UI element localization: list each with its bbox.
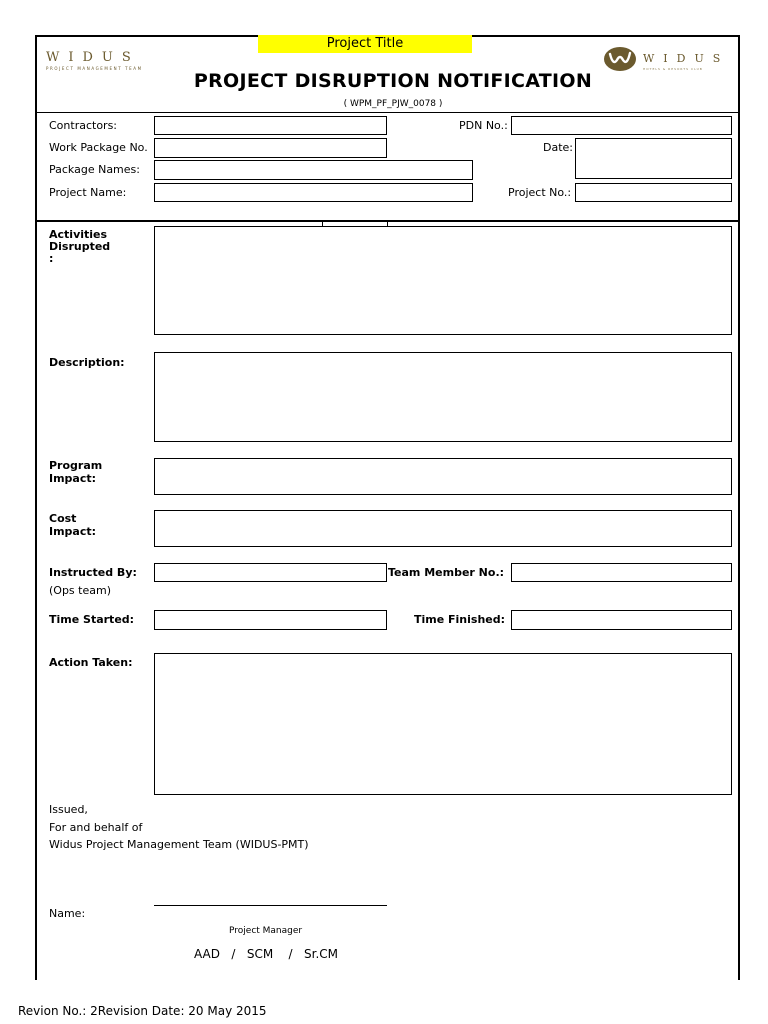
description-field[interactable] bbox=[154, 352, 732, 442]
ops-team-label: (Ops team) bbox=[49, 584, 111, 597]
roles-line: AAD / SCM / Sr.CM bbox=[194, 947, 339, 961]
team-member-no-label: Team Member No.: bbox=[388, 566, 505, 579]
action-taken-label: Action Taken: bbox=[49, 656, 133, 669]
program-impact-label-line1: Program bbox=[49, 459, 103, 472]
date-field[interactable] bbox=[575, 138, 732, 179]
pdn-no-field[interactable] bbox=[511, 116, 732, 135]
team-member-no-field[interactable] bbox=[511, 563, 732, 582]
contractors-label: Contractors: bbox=[49, 119, 118, 132]
name-label: Name: bbox=[49, 907, 86, 920]
time-finished-field[interactable] bbox=[511, 610, 732, 630]
issued-line1: Issued, bbox=[49, 803, 88, 816]
project-no-label: Project No.: bbox=[508, 186, 572, 199]
issued-line3: Widus Project Management Team (WIDUS-PMT) bbox=[49, 838, 309, 851]
description-label: Description: bbox=[49, 356, 125, 369]
logo-right-tagline: HOTELS & RESORTS CLUB bbox=[643, 67, 703, 71]
issued-line2: For and behalf of bbox=[49, 821, 143, 834]
project-title[interactable]: Project Title bbox=[258, 35, 472, 53]
contractors-field[interactable] bbox=[154, 116, 387, 135]
frame-right-border bbox=[738, 35, 740, 980]
package-names-field[interactable] bbox=[154, 160, 473, 180]
work-package-no-field[interactable] bbox=[154, 138, 387, 158]
package-names-label: Package Names: bbox=[49, 163, 140, 176]
instructed-by-label: Instructed By: bbox=[49, 566, 137, 579]
cost-impact-field[interactable] bbox=[154, 510, 732, 547]
logo-right-wordmark: WIDUS bbox=[643, 52, 730, 65]
signature-line[interactable] bbox=[154, 905, 387, 906]
date-label: Date: bbox=[543, 141, 573, 154]
time-started-label: Time Started: bbox=[49, 613, 135, 626]
activities-label-line3: : bbox=[49, 252, 54, 265]
project-manager-label: Project Manager bbox=[229, 926, 303, 936]
revision-footer: Revion No.: 2Revision Date: 20 May 2015 bbox=[18, 1004, 267, 1018]
project-name-field[interactable] bbox=[154, 183, 473, 202]
project-name-label: Project Name: bbox=[49, 186, 127, 199]
header-divider bbox=[35, 112, 740, 113]
program-impact-label-line2: Impact: bbox=[49, 472, 97, 485]
action-taken-field[interactable] bbox=[154, 653, 732, 795]
widus-pmt-logo bbox=[46, 50, 176, 72]
instructed-by-field[interactable] bbox=[154, 563, 387, 582]
pdn-no-label: PDN No.: bbox=[459, 119, 508, 132]
work-package-no-label: Work Package No. bbox=[49, 141, 148, 154]
activities-label-line1: Activities bbox=[49, 228, 108, 241]
time-started-field[interactable] bbox=[154, 610, 387, 630]
w-logo-icon bbox=[603, 46, 637, 72]
activities-disrupted-field[interactable] bbox=[154, 226, 732, 335]
cost-impact-label-line2: Impact: bbox=[49, 525, 97, 538]
document-title: PROJECT DISRUPTION NOTIFICATION bbox=[193, 70, 593, 92]
document-code: ( WPM_PF_PJW_0078 ) bbox=[343, 99, 443, 109]
time-finished-label: Time Finished: bbox=[414, 613, 506, 626]
logo-left-tagline: PROJECT MANAGEMENT TEAM bbox=[46, 66, 143, 71]
project-no-field[interactable] bbox=[575, 183, 732, 202]
logo-left-wordmark: WIDUS bbox=[46, 50, 140, 65]
program-impact-field[interactable] bbox=[154, 458, 732, 495]
frame-left-border bbox=[35, 35, 37, 980]
cost-impact-label-line1: Cost bbox=[49, 512, 77, 525]
activities-label-line2: Disrupted bbox=[49, 240, 111, 253]
